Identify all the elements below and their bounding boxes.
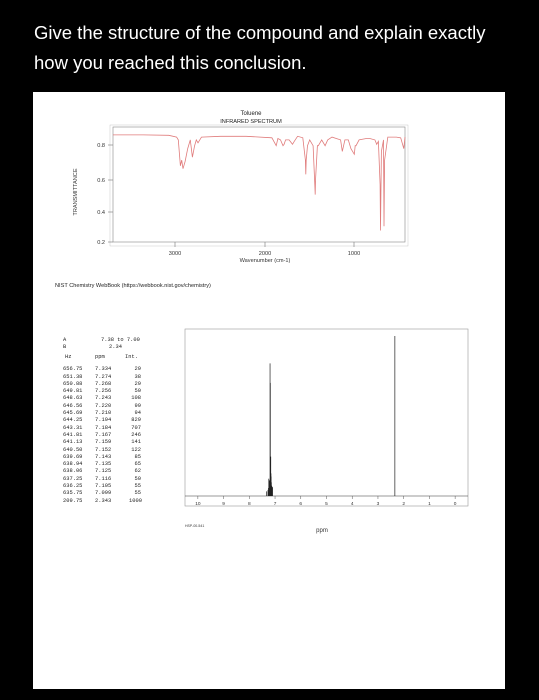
nmr-hz-cell: 638.06 xyxy=(63,468,83,475)
ir-x-axis-label: Wavenumber (cm-1) xyxy=(239,258,291,264)
nmr-xtick-label: 8 xyxy=(247,502,251,507)
nmr-hz-cell: 645.69 xyxy=(63,410,83,417)
nmr-ppm-cell: 7.194 xyxy=(95,417,112,424)
nmr-ppm-cell: 7.152 xyxy=(95,446,112,453)
nmr-hz-cell: 641.13 xyxy=(63,439,83,446)
nmr-shift-b: 2.34 xyxy=(109,344,122,351)
nmr-int-cell: 50 xyxy=(134,388,141,395)
nmr-int-cell: 29 xyxy=(134,366,141,373)
ir-ytick-label: 0.4 xyxy=(97,210,105,216)
nmr-ppm-cell: 7.116 xyxy=(95,475,112,482)
nmr-hz-cell: 640.50 xyxy=(63,446,83,453)
nmr-hz-cell: 651.38 xyxy=(63,373,83,380)
nmr-int-cell: 707 xyxy=(131,424,141,431)
nmr-int-cell: 50 xyxy=(134,475,141,482)
nmr-int-cell: 108 xyxy=(131,395,141,402)
ir-ytick-label: 0.8 xyxy=(97,143,105,149)
nmr-hz-cell: 638.94 xyxy=(63,461,83,468)
nmr-xtick-label: 6 xyxy=(299,502,303,507)
nmr-xtick-label: 7 xyxy=(273,502,277,507)
nmr-int-cell: 55 xyxy=(134,483,141,490)
nmr-x-axis xyxy=(195,496,457,507)
nmr-ppm-cell: 7.099 xyxy=(95,490,112,497)
nmr-ppm-cell: 7.167 xyxy=(95,431,112,438)
nmr-int-cell: 99 xyxy=(134,402,141,409)
nmr-ppm-cell: 7.105 xyxy=(95,483,112,490)
nmr-ppm-cell: 7.268 xyxy=(95,380,112,387)
nmr-label-b: B xyxy=(63,344,67,351)
ir-xtick-label: 2000 xyxy=(258,251,272,257)
nmr-col-ppm: ppm xyxy=(95,354,105,361)
nmr-label-a: A xyxy=(63,337,67,343)
ir-xtick-label: 3000 xyxy=(168,251,182,257)
nmr-xtick-label: 5 xyxy=(325,502,328,507)
nmr-ppm-cell: 7.159 xyxy=(95,439,112,446)
nmr-ppm-cell: 2.343 xyxy=(95,497,112,504)
ir-subtitle: INFRARED SPECTRUM xyxy=(220,119,282,125)
ir-xtick-label: 1000 xyxy=(347,251,361,257)
nmr-xtick-label: 0 xyxy=(453,502,457,507)
nmr-int-cell: 38 xyxy=(134,373,141,380)
nmr-int-cell: 85 xyxy=(134,453,141,460)
nmr-hz-cell: 646.56 xyxy=(63,402,83,409)
nmr-int-cell: 829 xyxy=(131,417,141,424)
nmr-ppm-cell: 7.135 xyxy=(95,461,112,468)
nmr-int-cell: 1000 xyxy=(129,497,142,504)
nmr-col-hz: Hz xyxy=(65,354,72,361)
nmr-hz-cell: 648.63 xyxy=(63,395,83,402)
nmr-ppm-cell: 7.274 xyxy=(95,373,112,380)
nmr-xtick-label: 10 xyxy=(195,502,201,507)
nmr-int-cell: 141 xyxy=(131,439,141,446)
nmr-hz-cell: 635.75 xyxy=(63,490,83,497)
nmr-plot-frame xyxy=(185,329,468,506)
nmr-ppm-cell: 7.184 xyxy=(95,424,112,431)
nmr-ppm-cell: 7.334 xyxy=(95,366,112,373)
nmr-int-cell: 62 xyxy=(134,468,141,475)
spectra-sheet xyxy=(33,92,505,689)
nmr-int-cell: 29 xyxy=(134,380,141,387)
nmr-int-cell: 55 xyxy=(134,490,141,497)
nmr-peaks xyxy=(266,336,394,496)
nmr-hz-cell: 639.69 xyxy=(63,453,83,460)
ir-y-axis-label: TRANSMITTANCE xyxy=(73,168,79,216)
nmr-xtick-label: 4 xyxy=(350,502,354,507)
nmr-shift-a: 7.38 to 7.00 xyxy=(101,337,140,343)
nmr-hz-cell: 649.81 xyxy=(63,388,83,395)
nmr-x-axis-label: ppm xyxy=(316,528,328,534)
nmr-ppm-cell: 7.256 xyxy=(95,388,112,395)
nmr-hz-cell: 650.88 xyxy=(63,380,83,387)
nmr-hz-cell: 643.31 xyxy=(63,424,83,431)
nmr-xtick-label: 3 xyxy=(376,502,380,507)
nmr-spectrum-chart xyxy=(33,92,505,689)
nmr-ppm-cell: 7.220 xyxy=(95,402,112,409)
nmr-xtick-label: 9 xyxy=(222,502,225,507)
nmr-spectrum-code: HSP-00-541 xyxy=(185,524,205,528)
nmr-int-cell: 94 xyxy=(134,410,141,417)
nmr-hz-cell: 656.75 xyxy=(63,366,83,373)
nmr-ppm-cell: 7.210 xyxy=(95,410,112,417)
nmr-xtick-label: 1 xyxy=(428,502,431,507)
nmr-hz-cell: 644.25 xyxy=(63,417,83,424)
nmr-int-cell: 65 xyxy=(134,461,141,468)
nmr-int-cell: 246 xyxy=(131,431,141,438)
nmr-xtick-label: 2 xyxy=(402,502,406,507)
nmr-hz-cell: 637.25 xyxy=(63,475,83,482)
nmr-col-int: Int. xyxy=(125,354,138,361)
nmr-ppm-cell: 7.143 xyxy=(95,453,112,460)
nmr-hz-cell: 636.25 xyxy=(63,483,83,490)
ir-ytick-label: 0.2 xyxy=(97,240,105,246)
nmr-ppm-cell: 7.125 xyxy=(95,468,112,475)
nmr-hz-cell: 209.75 xyxy=(63,497,83,504)
nmr-ppm-cell: 7.243 xyxy=(95,395,112,402)
ir-title: Toluene xyxy=(240,111,262,117)
nmr-int-cell: 122 xyxy=(131,446,141,453)
nmr-hz-cell: 641.81 xyxy=(63,431,83,438)
ir-ytick-label: 0.6 xyxy=(97,178,105,184)
ir-source-credit: NIST Chemistry WebBook (https://webbook.nist.gov/chemistry) xyxy=(55,283,211,289)
question-text: Give the structure of the compound and explain exactly how you reached this conclusion. xyxy=(34,22,486,73)
